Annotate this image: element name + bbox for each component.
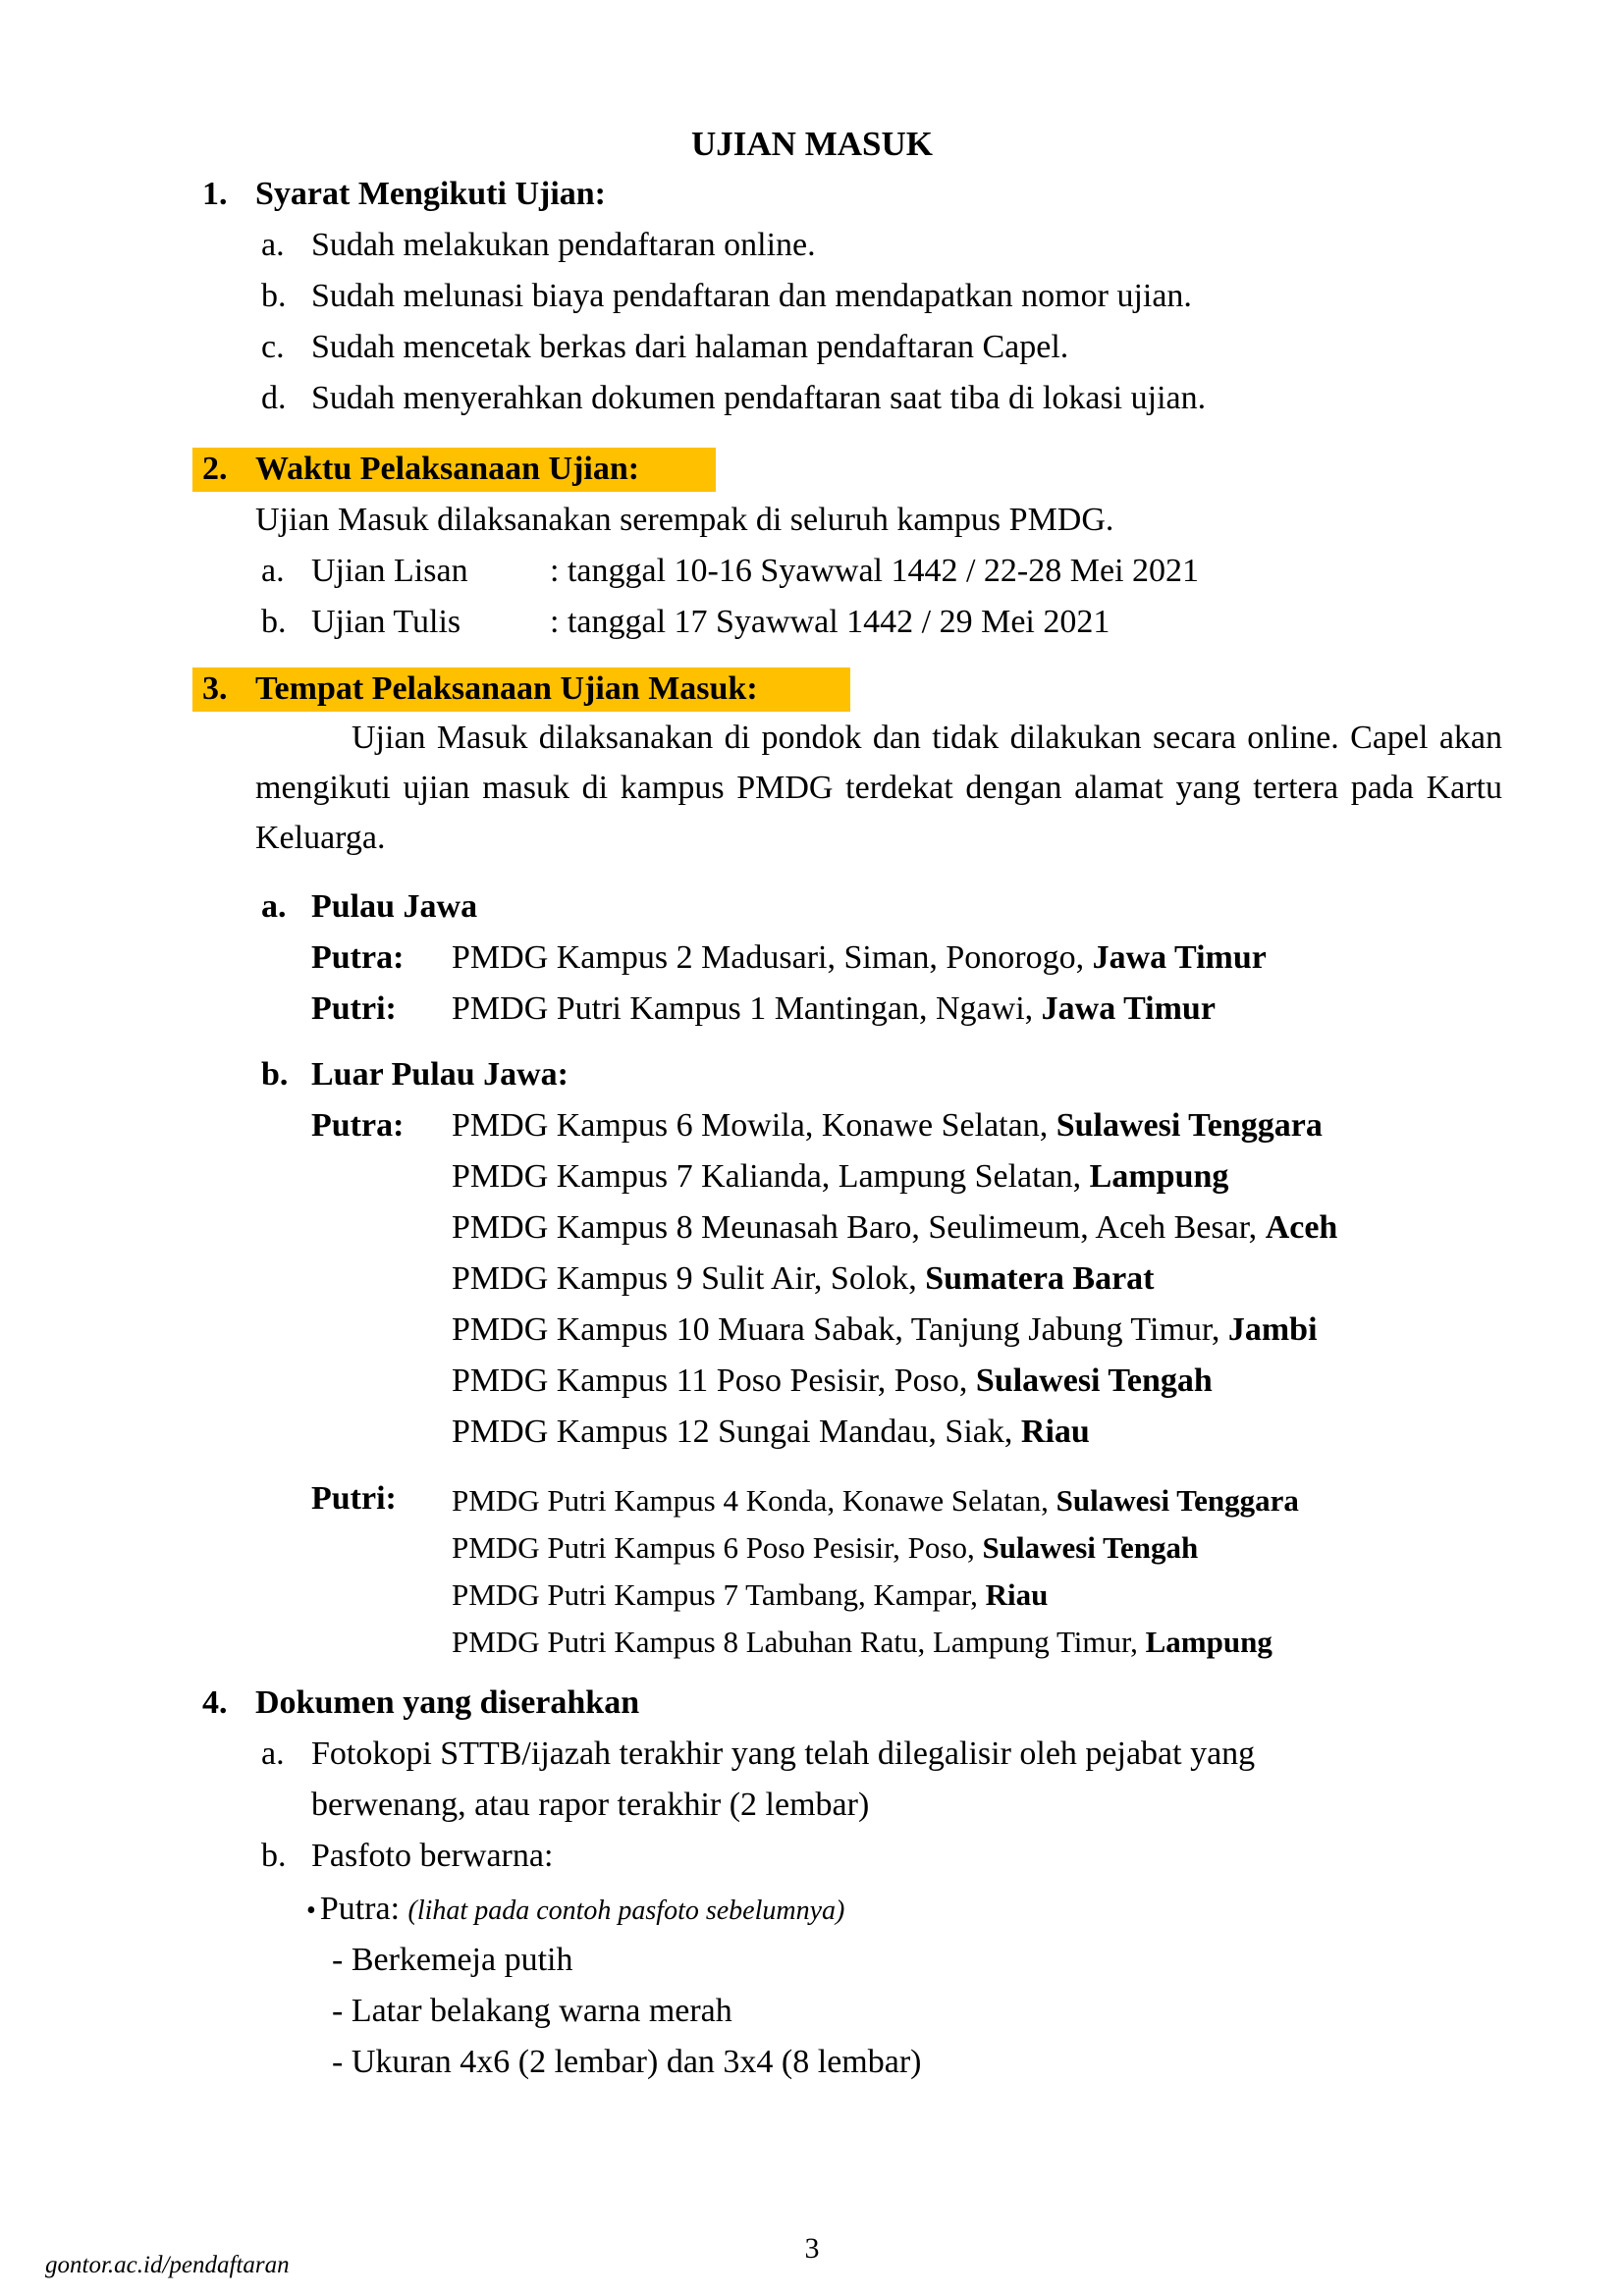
section-2-item-letter: a. [261, 553, 285, 589]
section-4-item-b-text: Pasfoto berwarna: [311, 1838, 554, 1874]
campus-line [452, 1259, 1155, 1300]
page-title: UJIAN MASUK [691, 125, 933, 163]
campus-place: PMDG Kampus 11 Poso Pesisir, Poso, [452, 1362, 976, 1399]
campus-line [452, 1157, 1228, 1198]
campus-place: PMDG Putri Kampus 1 Mantingan, Ngawi, [452, 990, 1042, 1027]
campus-region: Riau [1020, 1414, 1090, 1450]
campus-line [452, 989, 1216, 1030]
campus-line [452, 1624, 1272, 1660]
java-heading: Pulau Jawa [311, 888, 478, 925]
section-2-item-label: Ujian Lisan [311, 553, 468, 589]
campus-region: Aceh [1265, 1209, 1338, 1246]
campus-region: Sulawesi Tengah [975, 1362, 1213, 1399]
campus-place: PMDG Kampus 6 Mowila, Konawe Selatan, [452, 1107, 1056, 1144]
campus-place: PMDG Putri Kampus 6 Poso Pesisir, Poso, [452, 1530, 983, 1565]
campus-place: PMDG Kampus 9 Sulit Air, Solok, [452, 1260, 926, 1297]
java-putri-label: Putri: [311, 990, 397, 1027]
section-1-heading: Syarat Mengikuti Ujian: [255, 176, 606, 212]
campus-line [452, 1482, 1299, 1519]
footer-url: gontor.ac.id/pendaftaran [45, 2252, 290, 2278]
section-1-item-letter: b. [261, 278, 287, 314]
section-3-number: 3. [202, 670, 228, 707]
campus-region: Sumatera Barat [925, 1260, 1155, 1297]
section-4-item-a-line2: berwenang, atau rapor terakhir (2 lembar) [311, 1787, 870, 1823]
section-2-intro: Ujian Masuk dilaksanakan serempak di seluruh kampus PMDG. [255, 502, 1114, 538]
section-1-item-letter: c. [261, 329, 285, 365]
campus-line [452, 1362, 1213, 1402]
campus-region: Sulawesi Tengah [982, 1530, 1199, 1565]
section-4-item-a-line1: Fotokopi STTB/ijazah terakhir yang telah dilegalisir oleh pejabat yang [311, 1735, 1256, 1772]
section-1-item-text: Sudah mencetak berkas dari halaman pendaftaran Capel. [311, 329, 1069, 365]
campus-place: PMDG Kampus 2 Madusari, Siman, Ponorogo, [452, 939, 1093, 976]
campus-place: PMDG Kampus 7 Kalianda, Lampung Selatan, [452, 1158, 1090, 1195]
outside-putri-label: Putri: [311, 1480, 397, 1517]
pasfoto-requirement: - Ukuran 4x6 (2 lembar) dan 3x4 (8 lembar) [332, 2044, 922, 2080]
campus-region: Jawa Timur [1092, 939, 1267, 976]
campus-place: PMDG Kampus 10 Muara Sabak, Tanjung Jabung Timur, [452, 1311, 1228, 1348]
section-2-heading: Waktu Pelaksanaan Ujian: [255, 451, 640, 487]
campus-place: PMDG Kampus 12 Sungai Mandau, Siak, [452, 1414, 1021, 1450]
campus-line [452, 1310, 1318, 1351]
section-4-item-letter: b. [261, 1838, 287, 1874]
section-3-paragraph: Ujian Masuk dilaksanakan di pondok dan tidak dilakukan secara online. Capel akan mengikuti ujian masuk di kampus PMDG terdekat dengan alamat yang tertera pada Kartu Keluarga. [255, 720, 1502, 856]
section-1-item-letter: a. [261, 227, 285, 263]
outside-heading: Luar Pulau Jawa: [311, 1056, 568, 1093]
page-number: 3 [804, 2232, 820, 2265]
section-2-number: 2. [202, 451, 228, 487]
campus-place: PMDG Putri Kampus 7 Tambang, Kampar, [452, 1577, 986, 1612]
bullet-line [306, 1890, 844, 1930]
campus-line [452, 1529, 1198, 1566]
campus-line [452, 938, 1267, 979]
java-putra-label: Putra: [311, 939, 405, 976]
campus-place: PMDG Putri Kampus 4 Konda, Konawe Selatan, [452, 1483, 1056, 1518]
section-1-number: 1. [202, 176, 228, 212]
campus-line [452, 1576, 1048, 1613]
section-3-heading: Tempat Pelaksanaan Ujian Masuk: [255, 670, 758, 707]
section-1-item-text: Sudah menyerahkan dokumen pendaftaran saat tiba di lokasi ujian. [311, 380, 1207, 416]
campus-region: Sulawesi Tenggara [1056, 1107, 1323, 1144]
putra-note: (lihat pada contoh pasfoto sebelumnya) [407, 1896, 845, 1926]
bullet-icon: • [306, 1896, 316, 1926]
campus-region: Jambi [1227, 1311, 1318, 1348]
campus-place: PMDG Kampus 8 Meunasah Baro, Seulimeum, Aceh Besar, [452, 1209, 1266, 1246]
section-1-item-letter: d. [261, 380, 287, 416]
section-1-item-text: Sudah melunasi biaya pendaftaran dan mendapatkan nomor ujian. [311, 278, 1192, 314]
putra-label: Putra: [319, 1891, 408, 1927]
campus-region: Jawa Timur [1041, 990, 1216, 1027]
section-2-item-value: : tanggal 17 Syawwal 1442 / 29 Mei 2021 [550, 604, 1110, 640]
section-2-item-letter: b. [261, 604, 287, 640]
java-letter: a. [261, 888, 287, 925]
campus-region: Lampung [1089, 1158, 1229, 1195]
campus-region: Riau [985, 1577, 1049, 1612]
campus-line [452, 1413, 1090, 1453]
pasfoto-requirement: - Berkemeja putih [332, 1942, 573, 1978]
section-2-item-value: : tanggal 10-16 Syawwal 1442 / 22-28 Mei 2021 [550, 553, 1200, 589]
campus-region: Lampung [1145, 1625, 1272, 1659]
section-2-item-label: Ujian Tulis [311, 604, 461, 640]
campus-region: Sulawesi Tenggara [1056, 1483, 1299, 1518]
campus-line [452, 1106, 1323, 1147]
section-1-item-text: Sudah melakukan pendaftaran online. [311, 227, 816, 263]
pasfoto-requirement: - Latar belakang warna merah [332, 1993, 732, 2029]
outside-putra-label: Putra: [311, 1107, 405, 1144]
section-4-number: 4. [202, 1684, 228, 1721]
section-4-item-letter: a. [261, 1735, 285, 1772]
campus-place: PMDG Putri Kampus 8 Labuhan Ratu, Lampung Timur, [452, 1625, 1146, 1659]
outside-letter: b. [261, 1056, 289, 1093]
section-4-heading: Dokumen yang diserahkan [255, 1684, 640, 1721]
campus-line [452, 1208, 1337, 1249]
